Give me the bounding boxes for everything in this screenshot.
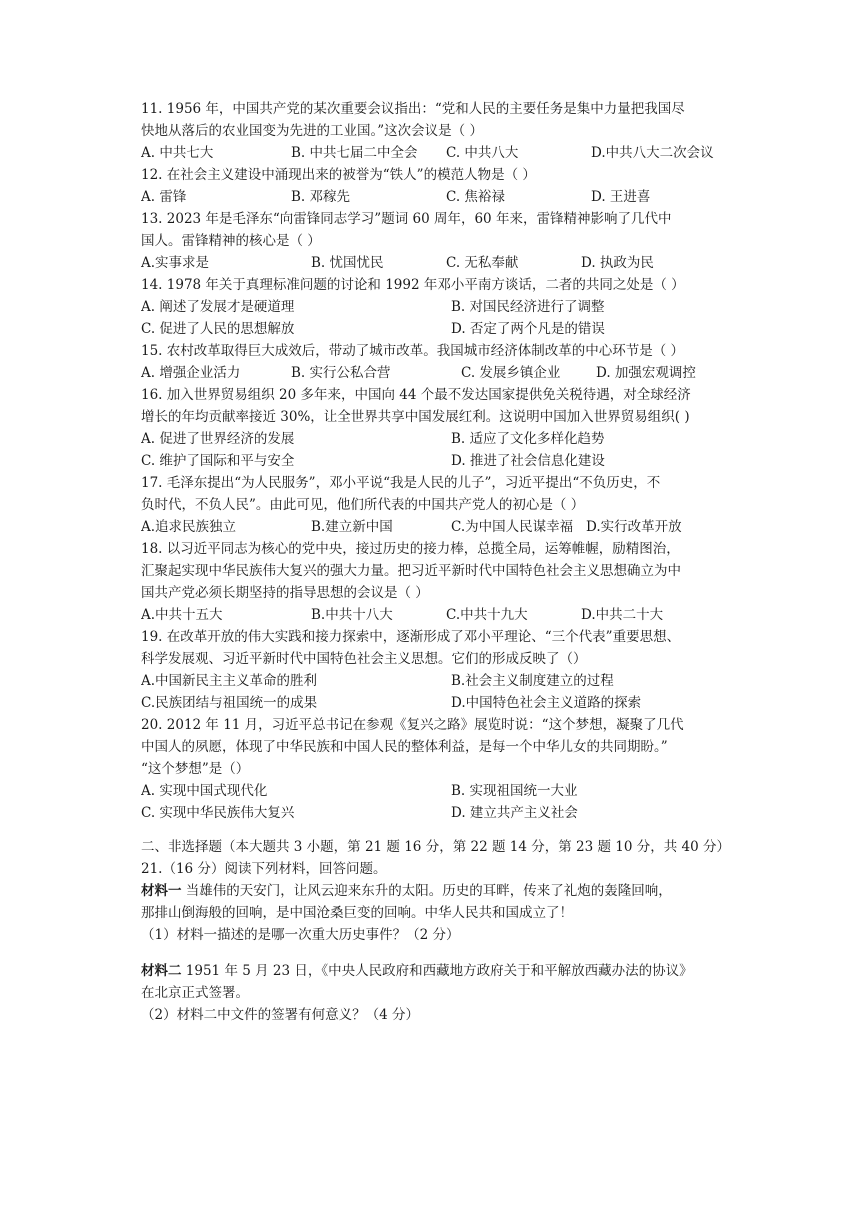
- q14-options-row2: [141, 318, 731, 340]
- q11-option-b[interactable]: B. 中共七届二中全会: [291, 145, 418, 161]
- q11-option-d[interactable]: D.中共八大二次会议: [591, 145, 714, 161]
- material1-line1: [141, 880, 731, 902]
- section-gap: [141, 824, 731, 836]
- q17-option-c[interactable]: C.为中国人民谋幸福: [451, 519, 574, 535]
- q12-option-c[interactable]: C. 焦裕禄: [446, 189, 505, 205]
- q20-stem-line2: 中国人的夙愿，体现了中华民族和中国人民的整体利益，是每一个中华儿女的共同期盼。”: [141, 739, 668, 755]
- material2-text: 1951 年 5 月 23 日，《中央人民政府和西藏地方政府关于和平解放西藏办法的协议》: [181, 963, 693, 979]
- q15-stem: 15. 农村改革取得巨大成效后，带动了城市改革。我国城市经济体制改革的中心环节是（ ）: [141, 343, 685, 359]
- q16-option-d[interactable]: D. 推进了社会信息化建设: [451, 453, 605, 469]
- q13-stem-line2: 国人。雷锋精神的核心是（ ）: [141, 233, 321, 249]
- q19-option-a[interactable]: A.中国新民主主义革命的胜利: [141, 673, 318, 689]
- q11-option-a[interactable]: A. 中共七大: [141, 145, 214, 161]
- q13-options: [141, 252, 731, 274]
- q15-option-a[interactable]: A. 增强企业活力: [141, 365, 241, 381]
- material1-label: 材料一: [141, 883, 182, 899]
- q15-option-c[interactable]: C. 发展乡镇企业: [461, 365, 561, 381]
- q14-options-row1: [141, 296, 731, 318]
- q19-stem-line2: 科学发展观、习近平新时代中国特色社会主义思想。它们的形成反映了（）: [141, 651, 587, 667]
- q17-stem-line2: 负时代，不负人民”。由此可见，他们所代表的中国共产党人的初心是（ ）: [141, 497, 585, 513]
- q17-options: [141, 516, 731, 538]
- q15-options: [141, 362, 731, 384]
- material2-line2: 在北京正式签署。: [141, 985, 249, 1001]
- q16-option-c[interactable]: C. 维护了国际和平与安全: [141, 453, 295, 469]
- q16-option-b[interactable]: B. 适应了文化多样化趋势: [451, 431, 605, 447]
- q21-stem: 21.（16 分）阅读下列材料，回答问题。: [141, 861, 387, 877]
- q18-options: [141, 604, 731, 626]
- q12-option-a[interactable]: A. 雷锋: [141, 189, 187, 205]
- material1-line2: 那排山倒海般的回响，是中国沧桑巨变的回响。中华人民共和国成立了！: [141, 905, 573, 921]
- q13-option-c[interactable]: C. 无私奉献: [446, 255, 519, 271]
- q14-option-c[interactable]: C. 促进了人民的思想解放: [141, 321, 295, 337]
- q11-options: [141, 142, 731, 164]
- material-gap: [141, 946, 731, 960]
- q17-option-d[interactable]: D.实行改革开放: [586, 519, 682, 535]
- q21-sub1: （1）材料一描述的是哪一次重大历史事件？（2 分）: [141, 927, 460, 943]
- q12-option-d[interactable]: D. 王进喜: [591, 189, 651, 205]
- q19-stem-line1: 19. 在改革开放的伟大实践和接力探索中，逐渐形成了邓小平理论、“三个代表”重要思想、: [141, 629, 681, 645]
- q20-stem-line3: “这个梦想”是（）: [141, 761, 250, 777]
- q19-option-b[interactable]: B.社会主义制度建立的过程: [451, 673, 614, 689]
- q11-stem-line2: 快地从落后的农业国变为先进的工业国。”这次会议是（ ）: [141, 123, 483, 139]
- q19-option-c[interactable]: C.民族团结与祖国统一的成果: [141, 695, 318, 711]
- q16-stem-line1: 16. 加入世界贸易组织 20 多年来，中国向 44 个最不发达国家提供免关税待遇，对全球经济: [141, 387, 691, 403]
- q12-option-b[interactable]: B. 邓稼先: [291, 189, 351, 205]
- q16-stem-line2: 增长的年均贡献率接近 30%，让全世界共享中国发展红利。这说明中国加入世界贸易组织( ): [141, 409, 690, 425]
- q13-option-d[interactable]: D. 执政为民: [581, 255, 654, 271]
- q11-option-c[interactable]: C. 中共八大: [446, 145, 519, 161]
- q14-option-a[interactable]: A. 阐述了发展才是硬道理: [141, 299, 295, 315]
- q17-option-b[interactable]: B.建立新中国: [311, 519, 393, 535]
- q19-options-row2: [141, 692, 731, 714]
- q13-option-b[interactable]: B. 忧国忧民: [311, 255, 384, 271]
- q12-stem: 12. 在社会主义建设中涌现出来的被誉为“铁人”的模范人物是（ ）: [141, 167, 536, 183]
- q20-option-d[interactable]: D. 建立共产主义社会: [451, 805, 578, 821]
- q17-option-a[interactable]: A.追求民族独立: [141, 519, 237, 535]
- material1-text: 当雄伟的天安门，让风云迎来东升的太阳。历史的耳畔，传来了礼炮的轰隆回响，: [181, 883, 672, 899]
- q19-option-d[interactable]: D.中国特色社会主义道路的探索: [451, 695, 642, 711]
- q18-stem-line1: 18. 以习近平同志为核心的党中央，接过历史的接力棒，总揽全局，运筹帷幄，励精图治，: [141, 541, 680, 557]
- material2-label: 材料二: [141, 963, 182, 979]
- q18-option-d[interactable]: D.中共二十大: [581, 607, 664, 623]
- q16-options-row2: [141, 450, 731, 472]
- q14-option-b[interactable]: B. 对国民经济进行了调整: [451, 299, 605, 315]
- q21-sub2: （2）材料二中文件的签署有何意义？（4 分）: [141, 1007, 419, 1023]
- q18-stem-line3: 国共产党必须长期坚持的指导思想的会议是（ ）: [141, 585, 429, 601]
- q16-options-row1: [141, 428, 731, 450]
- section2-title: 二、非选择题（本大题共 3 小题，第 21 题 16 分，第 22 题 14 分，第 23 题 10 分，共 40 分）: [141, 839, 730, 855]
- q18-option-a[interactable]: A.中共十五大: [141, 607, 223, 623]
- q13-option-a[interactable]: A.实事求是: [141, 255, 210, 271]
- q19-options-row1: [141, 670, 731, 692]
- q14-stem: 14. 1978 年关于真理标准问题的讨论和 1992 年邓小平南方谈话，二者的共同之处是（ ）: [141, 277, 685, 293]
- q13-stem-line1: 13. 2023 年是毛泽东“向雷锋同志学习”题词 60 周年，60 年来，雷锋精神影响了几代中: [141, 211, 672, 227]
- q20-stem-line1: 20. 2012 年 11 月，习近平总书记在参观《复兴之路》展览时说：“这个梦想，凝聚了几代: [141, 717, 684, 733]
- q14-option-d[interactable]: D. 否定了两个凡是的错误: [451, 321, 605, 337]
- q18-stem-line2: 汇聚起实现中华民族伟大复兴的强大力量。把习近平新时代中国特色社会主义思想确立为中: [141, 563, 681, 579]
- q12-options: [141, 186, 731, 208]
- q20-option-c[interactable]: C. 实现中华民族伟大复兴: [141, 805, 295, 821]
- q20-option-b[interactable]: B. 实现祖国统一大业: [451, 783, 578, 799]
- q18-option-c[interactable]: C.中共十九大: [446, 607, 528, 623]
- material2-line1: [141, 960, 731, 982]
- q17-stem-line1: 17. 毛泽东提出“为人民服务”，邓小平说“我是人民的儿子”，习近平提出“不负历史，不: [141, 475, 661, 491]
- exam-content: [141, 98, 731, 1026]
- q20-options-row2: [141, 802, 731, 824]
- q20-options-row1: [141, 780, 731, 802]
- q18-option-b[interactable]: B.中共十八大: [311, 607, 393, 623]
- q16-option-a[interactable]: A. 促进了世界经济的发展: [141, 431, 295, 447]
- q11-stem-line1: 11. 1956 年，中国共产党的某次重要会议指出：“党和人民的主要任务是集中力量把我国尽: [141, 101, 685, 117]
- q20-option-a[interactable]: A. 实现中国式现代化: [141, 783, 268, 799]
- q15-option-b[interactable]: B. 实行公私合营: [291, 365, 391, 381]
- q15-option-d[interactable]: D. 加强宏观调控: [596, 365, 696, 381]
